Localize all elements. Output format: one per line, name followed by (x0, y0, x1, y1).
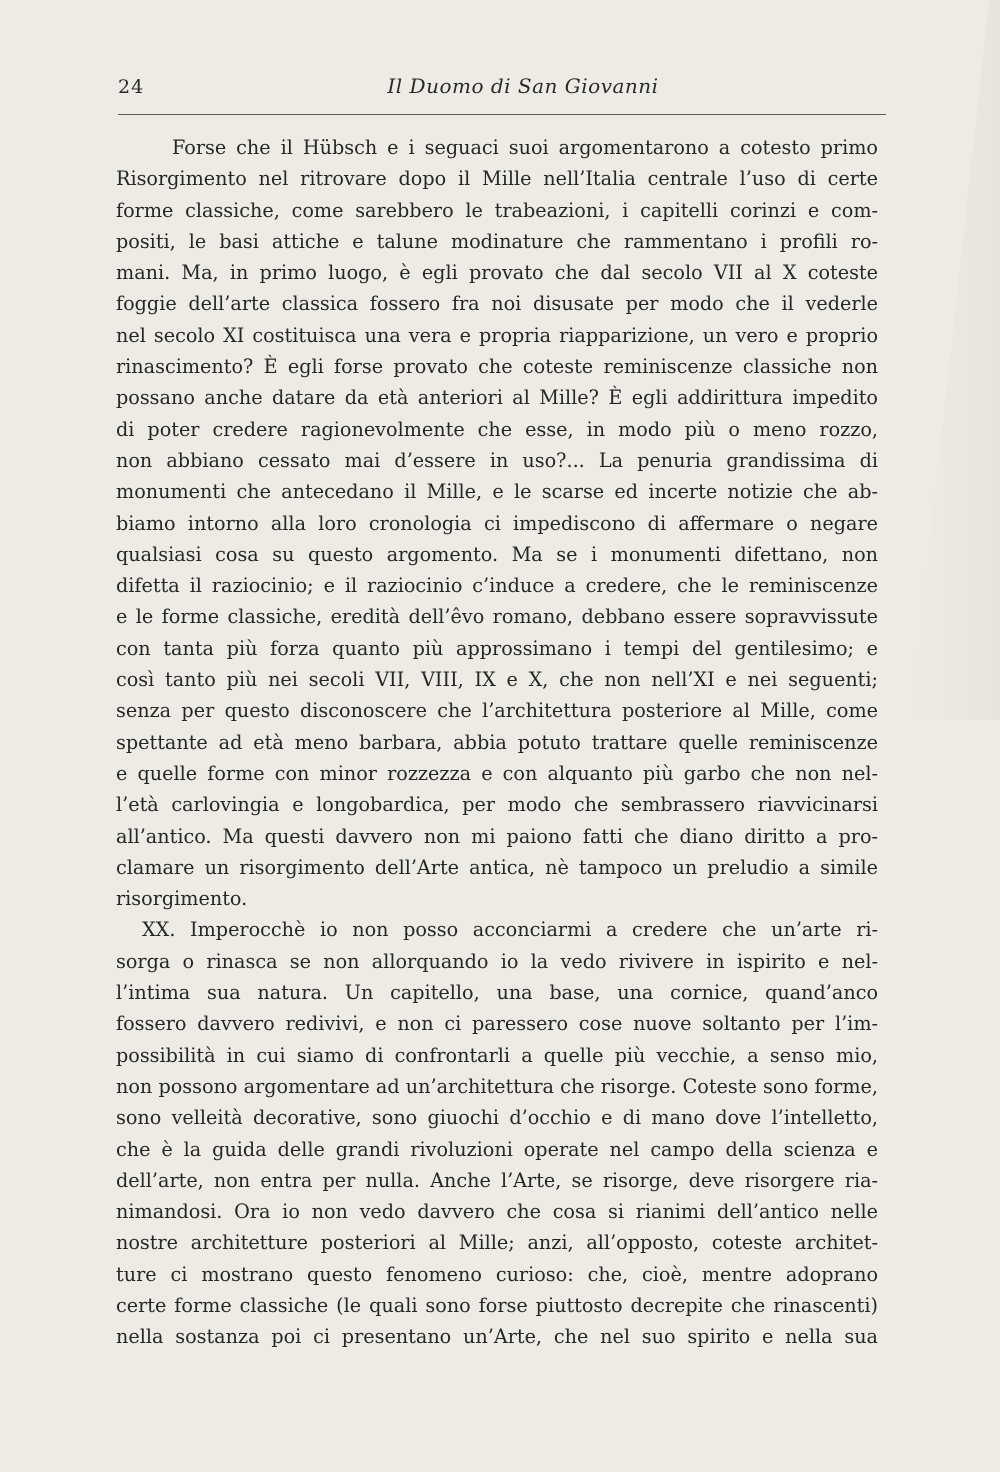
text-line-23: all’antico. Ma questi davvero non mi paiono fatti che diano diritto a pro- (116, 824, 878, 848)
text-line-21: e quelle forme con minor rozzezza e con alquanto più garbo che non nel- (116, 761, 878, 785)
text-line-25: risorgimento. (116, 887, 248, 911)
text-line-6: foggie dell’arte classica fossero fra noi disusate per modo che il vederle (116, 292, 878, 316)
text-line-22: l’età carlovingia e longobardica, per modo che sembrassero riavvicinarsi (116, 793, 878, 817)
text-line-20: spettante ad età meno barbara, abbia potuto trattare quelle reminiscenze (116, 730, 878, 754)
text-line-14: qualsiasi cosa su questo argomento. Ma se i monumenti difettano, non (116, 542, 878, 566)
text-line-17: con tanta più forza quanto più approssimano i tempi del gentilesimo; e (116, 636, 878, 660)
text-line-33: che è la guida delle grandi rivoluzioni operate nel campo della scienza e (116, 1137, 878, 1161)
text-line-15: difetta il raziocinio; e il raziocinio c’induce a credere, che le reminiscenze (116, 574, 878, 598)
text-line-28: l’intima sua natura. Un capitello, una base, una cornice, quand’anco (116, 981, 878, 1005)
text-line-8: rinascimento? È egli forse provato che coteste reminiscenze classiche non (116, 355, 878, 379)
text-line-1: Forse che il Hübsch e i seguaci suoi argomentarono a cotesto primo (172, 136, 878, 159)
text-line-5: mani. Ma, in primo luogo, è egli provato che dal secolo VII al X coteste (116, 261, 878, 285)
header-rule (118, 114, 886, 115)
text-line-29: fossero davvero redivivi, e non ci paressero cose nuove soltanto per l’im- (116, 1012, 878, 1036)
text-line-2: Risorgimento nel ritrovare dopo il Mille nell’Italia centrale l’uso di certe (116, 167, 878, 191)
text-line-38: certe forme classiche (le quali sono forse piuttosto decrepite che rinascenti) (116, 1293, 878, 1317)
text-line-34: dell’arte, non entra per nulla. Anche l’Arte, se risorge, deve risorgere ria- (116, 1168, 878, 1192)
text-line-30: possibilità in cui siamo di confrontarli a quelle più vecchie, a senso mio, (116, 1043, 878, 1067)
page-header (118, 72, 888, 108)
text-line-4: positi, le basi attiche e talune modinature che rammentano i profili ro- (116, 229, 878, 253)
text-line-32: sono velleità decorative, sono giuochi d’occhio e di mano dove l’intelletto, (116, 1106, 878, 1130)
text-line-35: nimandosi. Ora io non vedo davvero che cosa si rianimi dell’antico nelle (116, 1200, 878, 1224)
text-line-10: di poter credere ragionevolmente che esse, in modo più o meno rozzo, (116, 417, 878, 441)
text-line-36: nostre architetture posteriori al Mille; anzi, all’opposto, coteste architet- (116, 1231, 878, 1255)
text-line-9: possano anche datare da età anteriori al Mille? È egli addirittura impedito (116, 386, 878, 410)
page-number: 24 (118, 76, 145, 98)
body-text (116, 132, 878, 1353)
text-line-31: non possono argomentare ad un’architettura che risorge. Coteste sono forme, (116, 1074, 878, 1098)
text-line-27: sorga o rinasca se non allorquando io la vedo rivivere in ispirito e nel- (116, 949, 878, 973)
text-line-12: monumenti che antecedano il Mille, e le scarse ed incerte notizie che ab- (116, 480, 878, 504)
text-line-39: nella sostanza poi ci presentano un’Arte, che nel suo spirito e nella sua (116, 1325, 878, 1349)
text-line-19: senza per questo disconoscere che l’architettura posteriore al Mille, come (116, 699, 878, 723)
text-line-11: non abbiano cessato mai d’essere in uso?... La penuria grandissima di (116, 448, 878, 472)
text-line-7: nel secolo XI costituisca una vera e propria riapparizione, un vero e proprio (116, 323, 878, 347)
text-line-18: così tanto più nei secoli VII, VIII, IX e X, che non nell’XI e nei seguenti; (116, 668, 878, 692)
text-line-16: e le forme classiche, eredità dell’êvo romano, debbano essere sopravvissute (116, 605, 878, 629)
text-line-13: biamo intorno alla loro cronologia ci impediscono di affermare o negare (116, 511, 878, 535)
page-edge-shadow (910, 0, 1000, 720)
text-line-3: forme classiche, come sarebbero le trabeazioni, i capitelli corinzi e com- (116, 198, 878, 222)
text-line-37: ture ci mostrano questo fenomeno curioso: che, cioè, mentre adoprano (116, 1262, 878, 1286)
running-title: Il Duomo di San Giovanni (387, 74, 659, 98)
text-line-26: XX. Imperocchè io non posso acconciarmi a credere che un’arte ri- (142, 918, 878, 942)
text-line-24: clamare un risorgimento dell’Arte antica, nè tampoco un preludio a simile (116, 855, 878, 879)
